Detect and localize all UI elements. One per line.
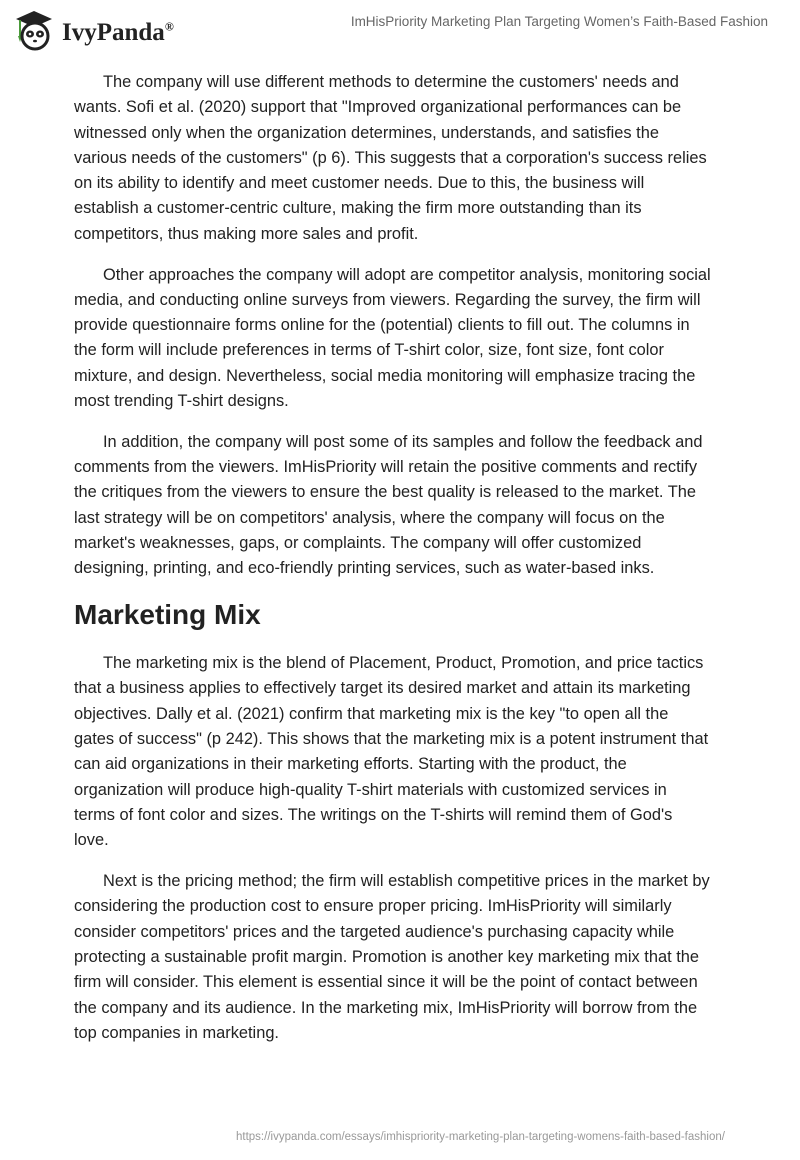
- paragraph-line: comments from the viewers. ImHisPriority will retain the positive comments and rectify: [74, 458, 698, 477]
- paragraph-line: The marketing mix is the blend of Placement, Product, Promotion, and price tactics: [103, 654, 704, 673]
- paragraph-line: consider competitors' prices and the targeted audience's purchasing capacity while: [74, 922, 675, 941]
- paragraph-line: organization will produce high-quality T-shirt materials with customized services in: [74, 780, 667, 799]
- section-heading: Marketing Mix: [74, 599, 261, 631]
- paragraph-line: media, and conducting online surveys from viewers. Regarding the survey, the firm will: [74, 290, 701, 309]
- ivypanda-logo[interactable]: [12, 8, 174, 52]
- registered-mark: ®: [164, 19, 174, 34]
- paragraph-line: that a business applies to effectively target its desired market and attain its marketing: [74, 679, 691, 698]
- paragraph: [74, 651, 744, 853]
- paragraph-line: mixture, and design. Nevertheless, social media monitoring will emphasize tracing the: [74, 366, 696, 385]
- paragraph-line: witnessed only when the organization determines, understands, and satisfies the: [74, 123, 659, 142]
- paragraph-line: wants. Sofi et al. (2020) support that "Improved organizational performances can be: [74, 98, 682, 117]
- paragraph-line: Other approaches the company will adopt are competitor analysis, monitoring social: [103, 265, 711, 284]
- paragraph-line: top companies in marketing.: [74, 1023, 279, 1042]
- paragraph-line: the form will include preferences in terms of T-shirt color, size, font size, font color: [74, 341, 664, 360]
- paragraph-line: terms of font color and sizes. The writings on the T-shirts will remind them of God's: [74, 805, 673, 824]
- paragraph-line: various needs of the customers" (p 6). This suggests that a corporation's success relies: [74, 148, 707, 167]
- paragraph: [74, 430, 744, 582]
- document-title: ImHisPriority Marketing Plan Targeting Women’s Faith-Based Fashion: [350, 14, 768, 29]
- paragraph-line: the critiques from the viewers to ensure the best quality is released to the market. The: [74, 483, 696, 502]
- paragraph: [74, 263, 744, 415]
- paragraph-line: designing, printing, and eco-friendly printing services, such as water-based inks.: [74, 559, 655, 578]
- paragraph-line: objectives. Dally et al. (2021) confirm that marketing mix is the key "to open all the: [74, 704, 669, 723]
- panda-graduate-icon: [12, 8, 56, 52]
- paragraph-line: provide questionnaire forms online for the (potential) clients to fill out. The columns in: [74, 316, 690, 335]
- paragraph-line: can aid organizations in their marketing efforts. Starting with the product, the: [74, 755, 627, 774]
- paragraph-line: last strategy will be on competitors' analysis, where the company will focus on the: [74, 508, 665, 527]
- paragraph-line: Next is the pricing method; the firm will establish competitive prices in the market by: [103, 872, 710, 891]
- paragraph-line: gates of success" (p 242). This shows that the marketing mix is a potent instrument that: [74, 730, 709, 749]
- logo-name: IvyPanda: [62, 19, 165, 46]
- essay-content: [74, 70, 744, 1062]
- paragraph: [74, 869, 744, 1046]
- paragraph-line: competitors, thus making more sales and profit.: [74, 224, 419, 243]
- paragraph-line: the company and its audience. In the marketing mix, ImHisPriority will borrow from the: [74, 998, 698, 1017]
- paragraph-line: most trending T-shirt designs.: [74, 392, 289, 411]
- paragraph-line: establish a customer-centric culture, making the firm more outstanding than its: [74, 199, 642, 218]
- paragraph-line: In addition, the company will post some of its samples and follow the feedback and: [103, 432, 703, 451]
- paragraph-line: on its ability to identify and meet customer needs. Due to this, the business will: [74, 174, 645, 193]
- paragraph-line: considering the production cost to ensure proper pricing. ImHisPriority will similarly: [74, 897, 672, 916]
- logo-text: [62, 19, 174, 47]
- paragraph-line: protecting a sustainable profit margin. Promotion is another key marketing mix that the: [74, 947, 699, 966]
- paragraph: [74, 70, 744, 247]
- paragraph-line: The company will use different methods to determine the customers' needs and: [103, 73, 679, 91]
- paragraph-line: love.: [74, 831, 109, 850]
- paragraph-line: firm will consider. This element is essential since it will be the point of contact between: [74, 973, 698, 992]
- source-url[interactable]: https://ivypanda.com/essays/imhispriority-marketing-plan-targeting-womens-faith-based-fashion/: [236, 1131, 725, 1143]
- paragraph-line: market's weaknesses, gaps, or complaints. The company will offer customized: [74, 534, 642, 553]
